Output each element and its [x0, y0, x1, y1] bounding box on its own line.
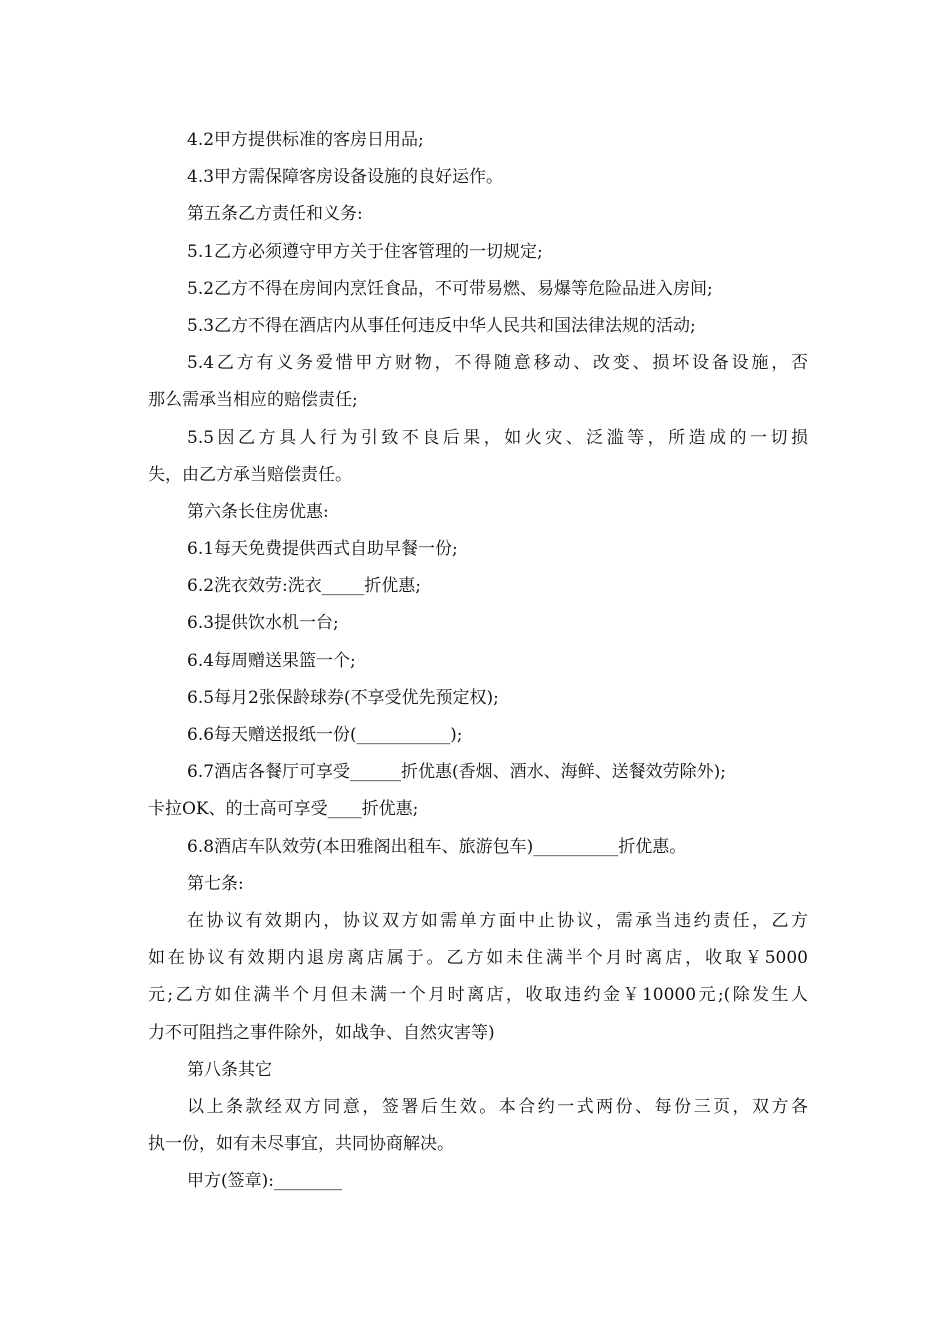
text-line: 如在协议有效期内退房离店属于。乙方如未住满半个月时离店，收取￥5000: [148, 948, 808, 969]
text-line: 甲方(签章):________: [187, 1171, 342, 1192]
text-line: 6.8酒店车队效劳(本田雅阁出租车、旅游包车)__________折优惠。: [187, 836, 687, 857]
text-line: 5.5因乙方具人行为引致不良后果，如火灾、泛滥等，所造成的一切损: [187, 427, 808, 448]
text-line: 4.3甲方需保障客房设备设施的良好运作。: [187, 167, 504, 188]
text-line: 卡拉OK、的士高可享受____折优惠;: [148, 799, 419, 820]
text-line: 5.2乙方不得在房间内烹饪食品，不可带易燃、易爆等危险品进入房间;: [187, 278, 713, 299]
text-line: 执一份，如有未尽事宜，共同协商解决。: [148, 1134, 454, 1155]
text-line: 那么需承当相应的赔偿责任;: [148, 390, 358, 411]
text-line: 6.7酒店各餐厅可享受______折优惠(香烟、酒水、海鲜、送餐效劳除外);: [187, 762, 727, 783]
text-line: 6.4每周赠送果篮一个;: [187, 650, 356, 671]
text-line: 第八条其它: [187, 1059, 272, 1080]
text-line: 第五条乙方责任和义务:: [187, 204, 363, 225]
text-line: 第七条:: [187, 873, 244, 894]
text-line: 6.5每月2张保龄球券(不享受优先预定权);: [187, 687, 499, 708]
text-line: 6.6每天赠送报纸一份(___________);: [187, 725, 463, 745]
text-line: 5.4乙方有义务爱惜甲方财物，不得随意移动、改变、损坏设备设施，否: [187, 353, 808, 374]
text-line: 失，由乙方承当赔偿责任。: [148, 464, 352, 485]
text-line: 第六条长住房优惠:: [187, 501, 329, 522]
text-line: 元;乙方如住满半个月但未满一个月时离店，收取违约金￥10000元;(除发生人: [148, 985, 808, 1006]
text-line: 6.3提供饮水机一台;: [187, 613, 339, 634]
text-line: 6.2洗衣效劳:洗衣_____折优惠;: [187, 576, 421, 597]
text-line: 4.2甲方提供标准的客房日用品;: [187, 130, 424, 150]
text-line: 在协议有效期内，协议双方如需单方面中止协议，需承当违约责任，乙方: [187, 910, 808, 931]
document-body: [148, 122, 808, 1200]
text-line: 以上条款经双方同意，签署后生效。本合约一式两份、每份三页，双方各: [187, 1096, 808, 1117]
text-line: 6.1每天免费提供西式自助早餐一份;: [187, 539, 458, 560]
text-line: 力不可阻挡之事件除外，如战争、自然灾害等): [148, 1022, 495, 1043]
text-line: 5.3乙方不得在酒店内从事任何违反中华人民共和国法律法规的活动;: [187, 315, 696, 336]
text-line: 5.1乙方必须遵守甲方关于住客管理的一切规定;: [187, 241, 543, 262]
